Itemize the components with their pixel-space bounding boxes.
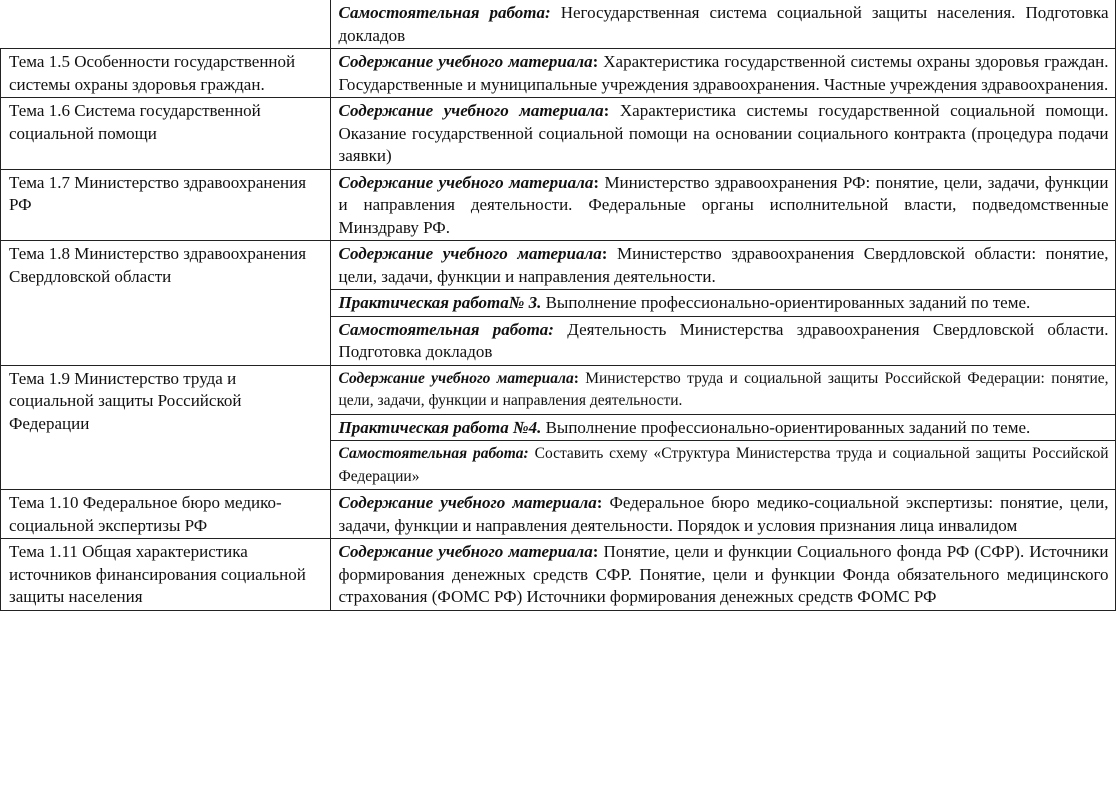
table-row [1, 0, 1116, 49]
content-text: Составить схему «Структура Министерства труда и социальной защиты Российской Федерации» [338, 445, 1109, 485]
topic-cell: Тема 1.7 Министерство здравоохранения РФ [1, 169, 331, 241]
topic-cell: Тема 1.9 Министерство труда и социальной защиты Российской Федерации [1, 365, 331, 490]
content-heading: Содержание учебного материала [338, 542, 593, 561]
content-cell: Содержание учебного материала: Характеристика системы государственной социальной помощи. Оказание государственной социальной помощи на основании социального контракта (процедура подачи заявки) [330, 98, 1115, 170]
content-text: Деятельность Министерства здравоохранения Свердловской области. Подготовка докладов [338, 319, 1109, 361]
table-row [1, 365, 1116, 414]
topic-cell: Тема 1.5 Особенности государственной системы охраны здоровья граждан. [1, 49, 331, 98]
table-row [1, 169, 1116, 241]
content-heading: Практическая работа№ 3. [338, 293, 542, 312]
content-heading: Содержание учебного материала [338, 369, 574, 387]
content-text: Выполнение профессионально-ориентированных заданий по теме. [545, 417, 1031, 437]
content-heading: Самостоятельная работа: [338, 445, 529, 462]
content-text: Характеристика системы государственной социальной помощи. Оказание государственной социальной помощи на основании социального контракта (процедура подачи заявки) [338, 101, 1109, 165]
topic-cell: Тема 1.6 Система государственной социальной помощи [1, 98, 331, 170]
content-cell [330, 0, 1115, 49]
content-heading: Содержание учебного материала [338, 172, 594, 192]
table-row [1, 49, 1116, 98]
content-heading: Содержание учебного материала [338, 101, 604, 120]
content-heading: Содержание учебного материала [338, 244, 602, 263]
topic-cell: Тема 1.8 Министерство здравоохранения Свердловской области [1, 241, 331, 366]
content-cell [330, 316, 1115, 365]
content-cell: Содержание учебного материала: Федеральное бюро медико-социальной экспертизы: понятие, цели, задачи, функции и направления деятельности. Порядок и условия признания лица инвалидом [330, 490, 1115, 539]
content-heading: Содержание учебного материала [338, 52, 593, 71]
content-cell: Содержание учебного материала: Понятие, цели и функции Социального фонда РФ (СФР). Источники формирования денежных средств СФР. Понятие, цели и функции Фонда обязательного медицинского страхования (ФОМС РФ) Источники формирования денежных средств ФОМС РФ [330, 539, 1115, 611]
content-text: Министерство здравоохранения РФ: понятие, цели, задачи, функции и направления деятельности. Федеральные органы исполнительной власти, подведомственные Минздраву РФ. [338, 172, 1109, 237]
content-text: Министерство труда и социальной защиты Российской Федерации: понятие, цели, задачи, функции и направления деятельности. [338, 369, 1109, 409]
table-row [1, 539, 1116, 611]
content-heading: Содержание учебного материала [338, 493, 597, 512]
content-cell [330, 441, 1115, 490]
content-cell: Содержание учебного материала: Министерство здравоохранения Свердловской области: понятие, цели, задачи, функции и направления деятельности. [330, 241, 1115, 290]
table-row [1, 490, 1116, 539]
content-cell: Содержание учебного материала: Министерство здравоохранения РФ: понятие, цели, задачи, функции и направления деятельности. Федеральные органы исполнительной власти, подведомственные Минздраву РФ. [330, 169, 1115, 241]
table-row [1, 98, 1116, 170]
content-text: Министерство здравоохранения Свердловской области: понятие, цели, задачи, функции и направления деятельности. [338, 244, 1109, 286]
content-heading: Самостоятельная работа: [338, 319, 554, 339]
table-row [1, 241, 1116, 290]
content-heading: Практическая работа №4. [338, 417, 542, 437]
content-text: Негосударственная система социальной защиты населения. Подготовка докладов [338, 3, 1109, 45]
topic-cell: Тема 1.11 Общая характеристика источников финансирования социальной защиты населения [1, 539, 331, 611]
content-cell: Содержание учебного материала: Характеристика государственной системы охраны здоровья граждан. Государственные и муниципальные учреждения здравоохранения. Частные учреждения здравоохранения. [330, 49, 1115, 98]
content-text: Характеристика государственной системы охраны здоровья граждан. Государственные и муниципальные учреждения здравоохранения. Частные учреждения здравоохранения. [338, 52, 1109, 94]
content-cell [330, 290, 1115, 317]
content-text: Понятие, цели и функции Социального фонда РФ (СФР). Источники формирования денежных средств СФР. Понятие, цели и функции Фонда обязательного медицинского страхования (ФОМС РФ) Источники формирования денежных средств ФОМС РФ [338, 542, 1109, 606]
content-text: Выполнение профессионально-ориентированных заданий по теме. [545, 293, 1031, 312]
content-cell: Содержание учебного материала: Министерство труда и социальной защиты Российской Федерации: понятие, цели, задачи, функции и направления деятельности. [330, 365, 1115, 414]
content-heading: Самостоятельная работа: [338, 3, 551, 22]
topic-cell [1, 0, 331, 49]
content-text: Федеральное бюро медико-социальной экспертизы: понятие, цели, задачи, функции и направления деятельности. Порядок и условия признания лица инвалидом [338, 493, 1109, 535]
content-cell [330, 414, 1115, 441]
topic-cell: Тема 1.10 Федеральное бюро медико-социальной экспертизы РФ [1, 490, 331, 539]
curriculum-table-body [1, 0, 1116, 610]
